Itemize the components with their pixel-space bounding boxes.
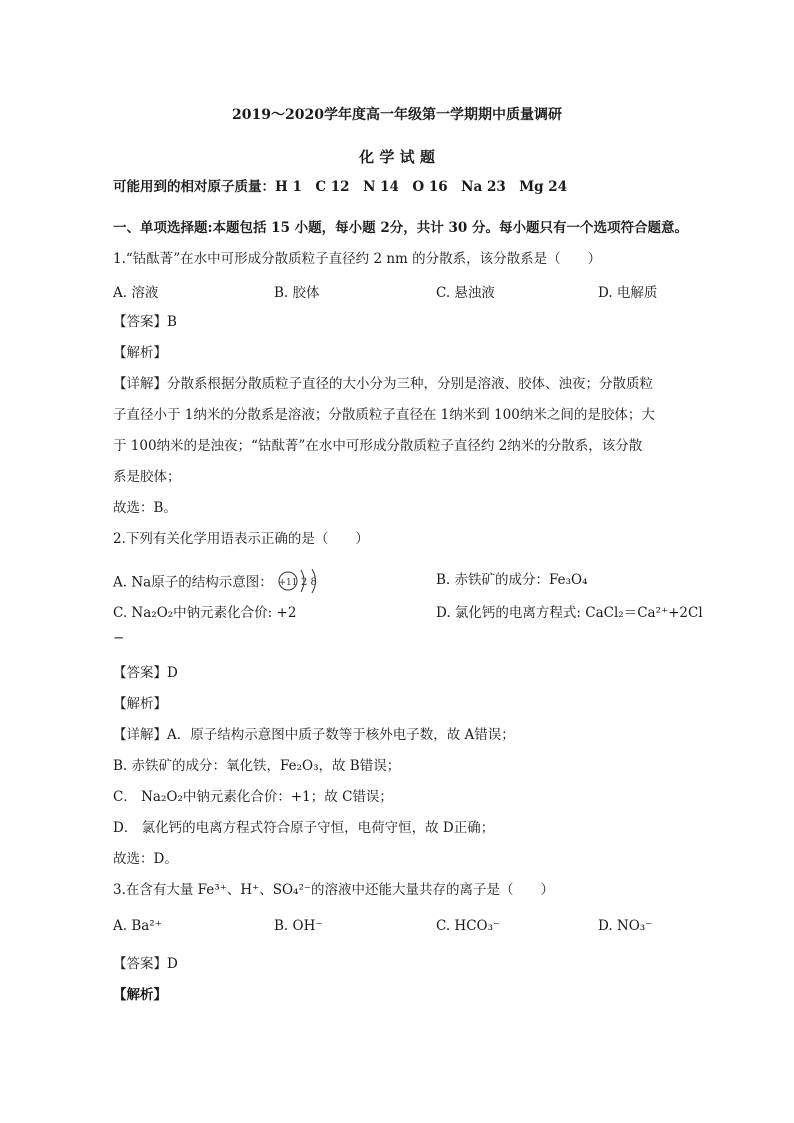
- exam-title: 2019～2020学年度高一年级第一学期期中质量调研: [232, 107, 562, 123]
- q2-option-a: [113, 566, 337, 600]
- q2-option-d-wrap: −: [113, 630, 125, 646]
- q2-option-b: B. 赤铁矿的成分：Fe₃O₄: [436, 572, 588, 588]
- q2-detail-line: 【详解】A．原子结构示意图中质子数等于核外电子数，故 A错误；: [113, 727, 515, 743]
- q2-option-d: D. 氯化钙的电离方程式: CaCl₂＝Ca²⁺+2Cl: [436, 605, 703, 621]
- section-heading: 一、单项选择题:本题包括 15 小题，每小题 2分，共计 30 分。每小题只有一个选项符合题意。: [113, 220, 688, 236]
- q1-option-c: C. 悬浊液: [436, 285, 495, 301]
- q1-option-b: B. 胶体: [274, 285, 320, 301]
- q1-analysis-label: 【解析】: [113, 345, 167, 361]
- q3-option-d: D. NO₃⁻: [598, 918, 653, 934]
- atom-structure-diagram: [277, 566, 337, 600]
- q1-option-d: D. 电解质: [598, 285, 658, 301]
- q2-analysis-label: 【解析】: [113, 696, 167, 712]
- q1-detail-line: 子直径小于 1纳米的分散系是溶液；分散质粒子直径在 1纳米到 100纳米之间的是胶体；大: [113, 407, 655, 423]
- q1-detail-line: 系是胶体；: [113, 469, 181, 485]
- q3-option-a: A. Ba²⁺: [113, 918, 162, 934]
- q3-stem: 3.在含有大量 Fe³⁺、H⁺、SO₄²⁻的溶液中还能大量共存的离子是（ ）: [113, 882, 554, 898]
- q2-stem: 2.下列有关化学用语表示正确的是（ ）: [113, 531, 369, 547]
- q2-option-a-label: A. Na原子的结构示意图：: [113, 574, 273, 591]
- q2-detail-line: D． 氯化钙的电离方程式符合原子守恒，电荷守恒，故 D正确；: [113, 820, 495, 836]
- q2-option-c: C. Na₂O₂中钠元素化合价: +2: [113, 605, 297, 621]
- atom-nucleus-label: +11: [278, 578, 298, 588]
- q1-detail-line: 于 100纳米的是浊夜；“钴酞菁”在水中可形成分散质粒子直径约 2纳米的分散系，该分散: [113, 438, 643, 454]
- q2-detail-line: B. 赤铁矿的成分：氧化铁，Fe₂O₃，故 B错误；: [113, 758, 401, 774]
- atom-shells-label: 2 8: [301, 577, 317, 588]
- q3-answer: 【答案】D: [113, 956, 178, 972]
- atomic-masses: 可能用到的相对原子质量：H 1 C 12 N 14 O 16 Na 23 Mg 24: [113, 179, 568, 195]
- q3-analysis-label: 【解析】: [113, 987, 167, 1003]
- q2-detail-line: C． Na₂O₂中钠元素化合价：+1；故 C错误；: [113, 789, 393, 805]
- q2-conclusion: 故选：D。: [113, 851, 178, 867]
- subject-title: 化 学 试 题: [359, 148, 435, 166]
- q1-detail-line: 【详解】分散系根据分散质粒子直径的大小分为三种，分别是溶液、胶体、浊夜；分散质粒: [113, 376, 653, 392]
- q1-stem: 1.“钴酞菁”在水中可形成分散质粒子直径约 2 nm 的分散系，该分散系是（ ）: [113, 251, 602, 267]
- q3-option-b: B. OH⁻: [274, 918, 323, 934]
- q2-answer: 【答案】D: [113, 665, 178, 681]
- q1-answer: 【答案】B: [113, 314, 177, 330]
- q3-option-c: C. HCO₃⁻: [436, 918, 501, 934]
- q1-conclusion: 故选：B。: [113, 500, 177, 516]
- q1-option-a: A. 溶液: [113, 285, 159, 301]
